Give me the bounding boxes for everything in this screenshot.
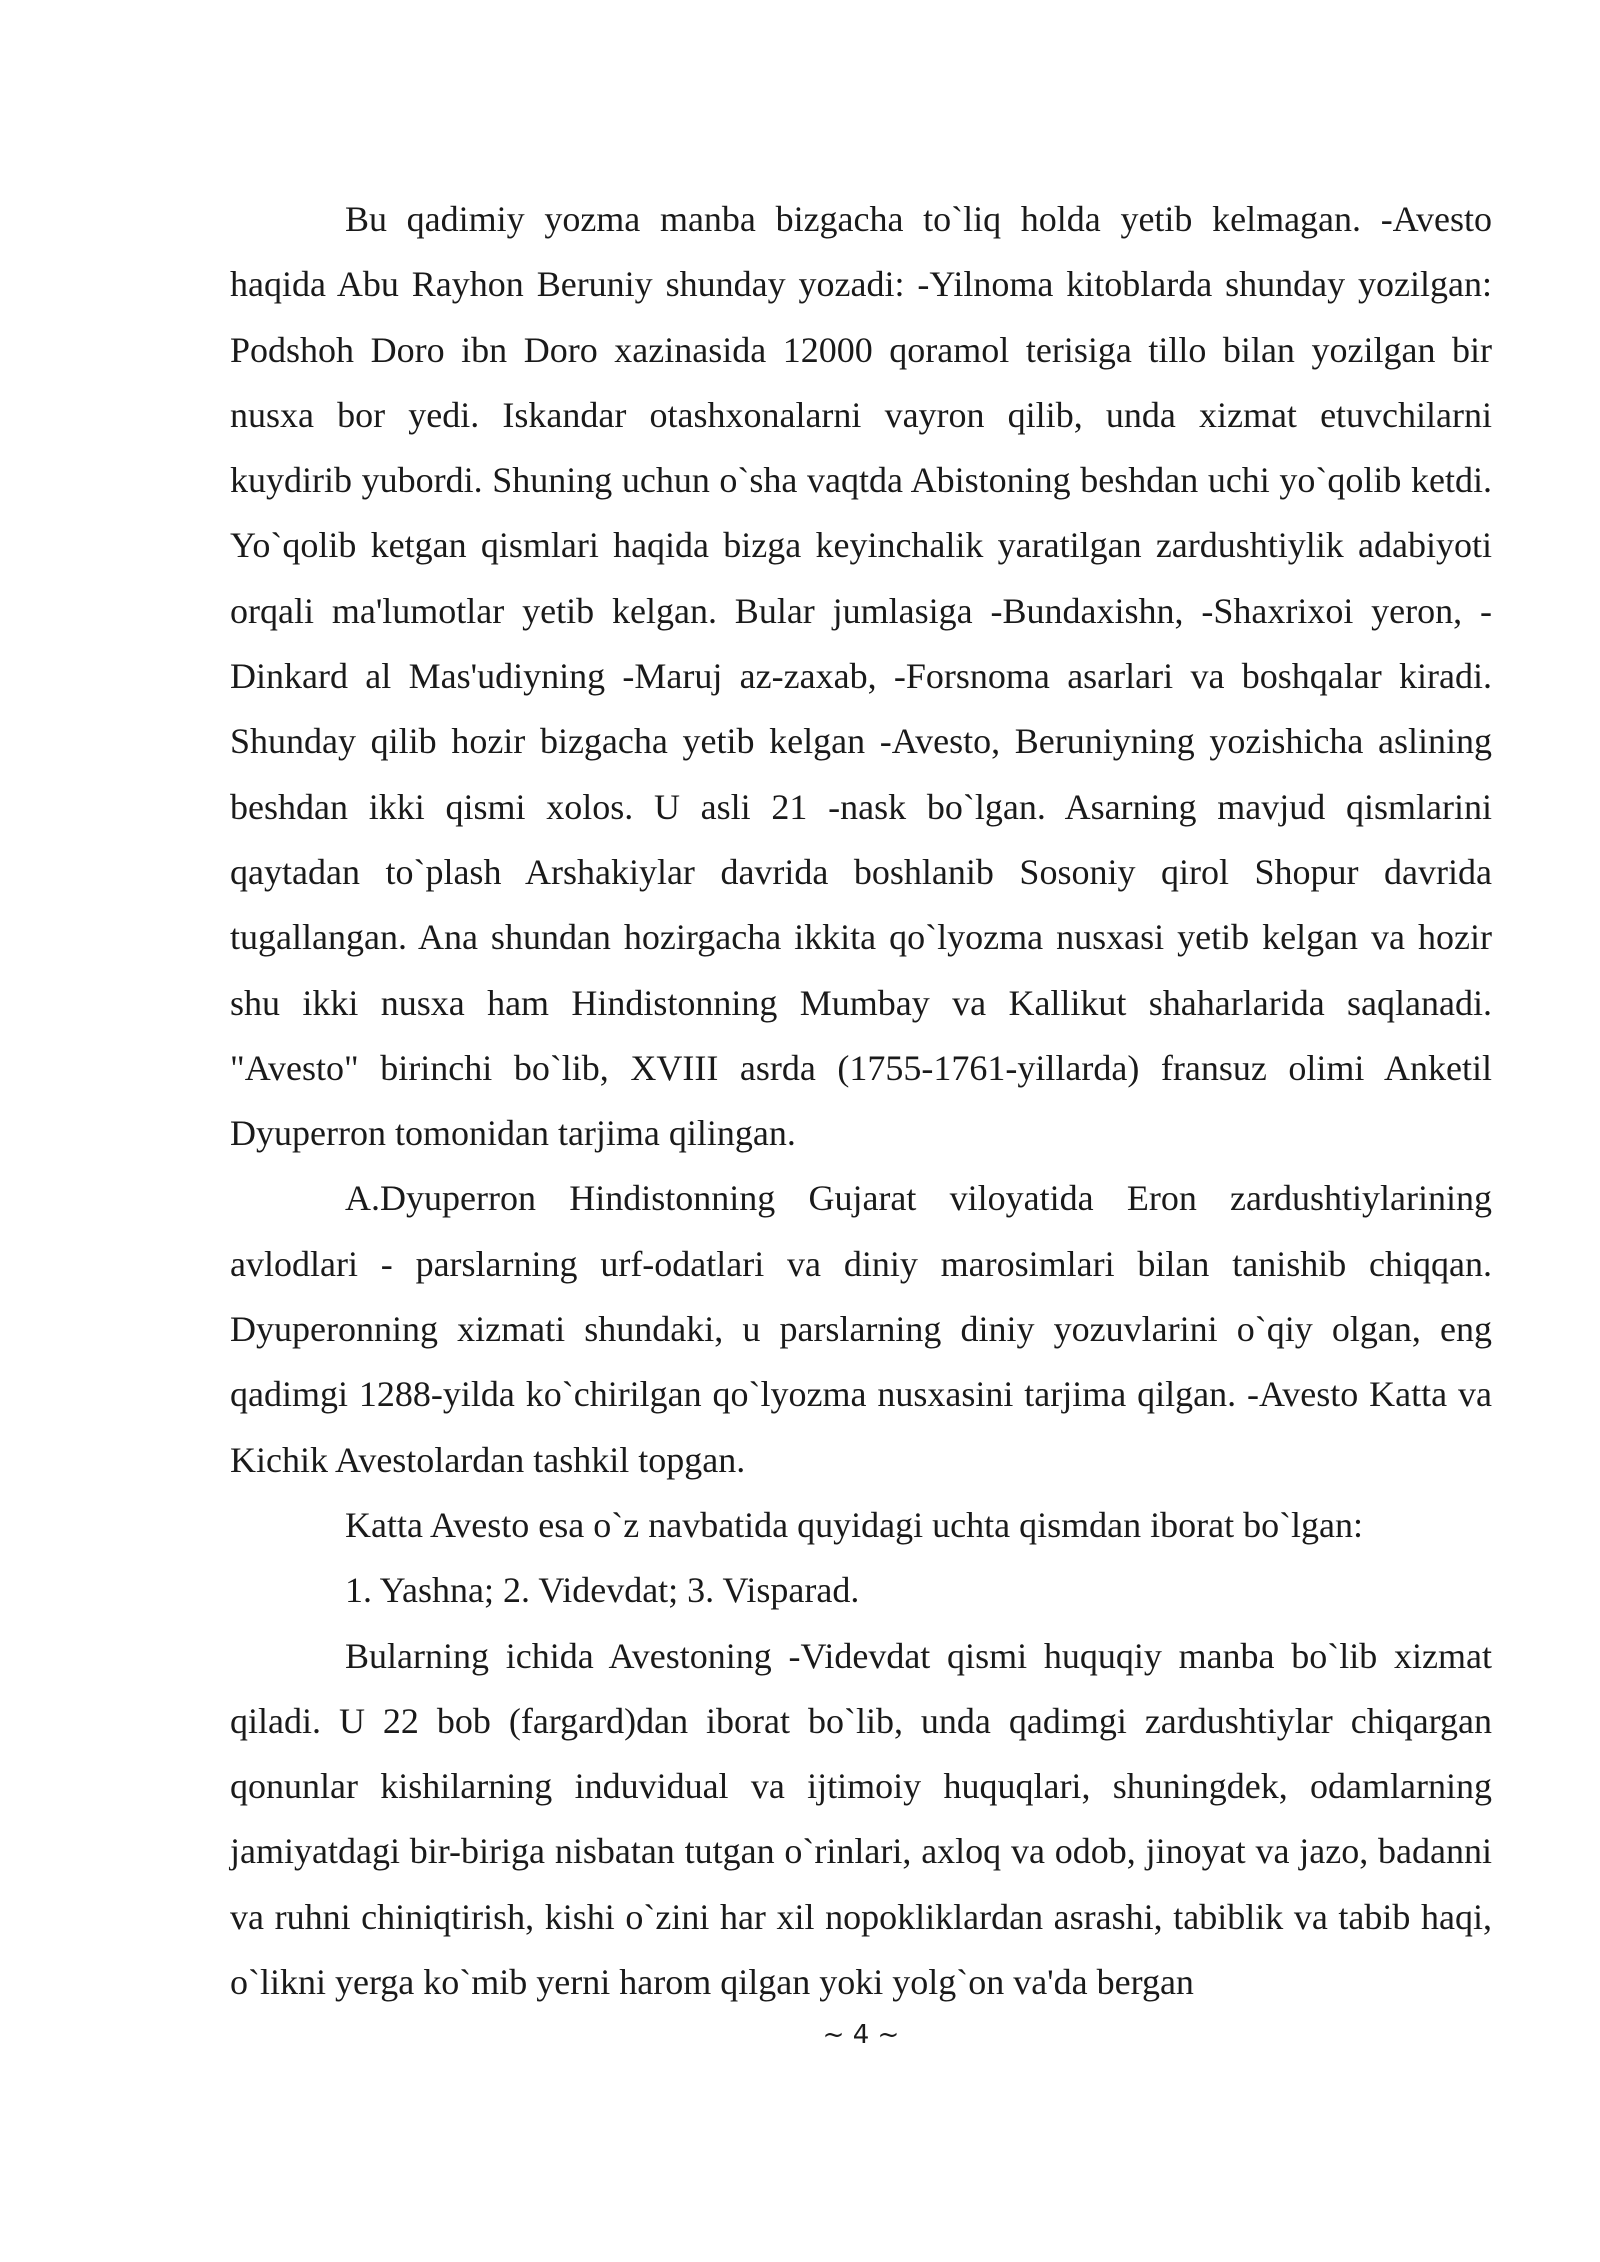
page-number: ~ 4 ~ bbox=[822, 2020, 900, 2050]
paragraph-katta-avesto: Katta Avesto esa o`z navbatida quyidagi uchta qismdan iborat bo`lgan: bbox=[345, 1504, 1364, 1545]
paragraph-dyuperron: A.Dyuperron Hindistonning Gujarat viloyatida Eron zardushtiylarining avlodlari - parslarning urf-odatlari va diniy marosimlari bilan tanishib chiqqan. Dyuperonning xizmati shundaki, u parslarning diniy yozuvlarini o`qiy olgan, eng qadimgi 1288-yilda ko`chirilgan qo`lyozma nusxasini tarjima qilgan. -Avesto Katta va Kichik Avestolardan tashkil topgan. bbox=[230, 1178, 1492, 1480]
paragraph-avesto-history: Bu qadimiy yozma manba bizgacha to`liq holda yetib kelmagan. -Avesto haqida Abu Rayhon Beruniy shunday yozadi: -Yilnoma kitoblarda shunday yozilgan: Podshoh Doro ibn Doro xazinasida 12000 qoramol terisiga tillo bilan yozilgan bir nusxa bor yedi. Iskandar otashxonalarni vayron qilib, unda xizmat etuvchilarni kuydirib yubordi. Shuning uchun o`sha vaqtda Abistoning beshdan uchi yo`qolib ketdi. Yo`qolib ketgan qismlari haqida bizga keyinchalik yaratilgan zardushtiylik adabiyoti orqali ma'lumotlar yetib kelgan. Bular jumlasiga -Bundaxishn, -Shaxrixoi yeron, -Dinkard al Mas'udiyning -Maruj az-zaxab, -Forsnoma asarlari va boshqalar kiradi. Shunday qilib hozir bizgacha yetib kelgan -Avesto, Beruniyning yozishicha aslining beshdan ikki qismi xolos. U asli 21 -nask bo`lgan. Asarning mavjud qismlarini qaytadan to`plash Arshakiylar davrida boshlanib Sosoniy qirol Shopur davrida tugallangan. Ana shundan hozirgacha ikkita qo`lyozma nusxasi yetib kelgan va hozir shu ikki nusxa ham Hindistonning Mumbay va Kallikut shaharlarida saqlanadi. "Avesto" birinchi bo`lib, XVIII asrda (1755-1761-yillarda) fransuz olimi Anketil Dyuperron tomonidan tarjima qilingan. bbox=[230, 199, 1492, 1154]
paragraph-parts-list: 1. Yashna; 2. Videvdat; 3. Visparad. bbox=[345, 1570, 860, 1611]
body-text bbox=[230, 187, 1492, 2015]
paragraph-videvdat: Bularning ichida Avestoning -Videvdat qismi huquqiy manba bo`lib xizmat qiladi. U 22 bob (fargard)dan iborat bo`lib, unda qadimgi zardushtiylar chiqargan qonunlar kishilarning induvidual va ijtimoiy huquqlari, shuningdek, odamlarning jamiyatdagi bir-biriga nisbatan tutgan o`rinlari, axloq va odob, jinoyat va jazo, badanni va ruhni chiniqtirish, kishi o`zini har xil nopokliklardan asrashi, tabiblik va tabib haqi, o`likni yerga ko`mib yerni harom qilgan yoki yolg`on va'da bergan bbox=[230, 1635, 1492, 2003]
